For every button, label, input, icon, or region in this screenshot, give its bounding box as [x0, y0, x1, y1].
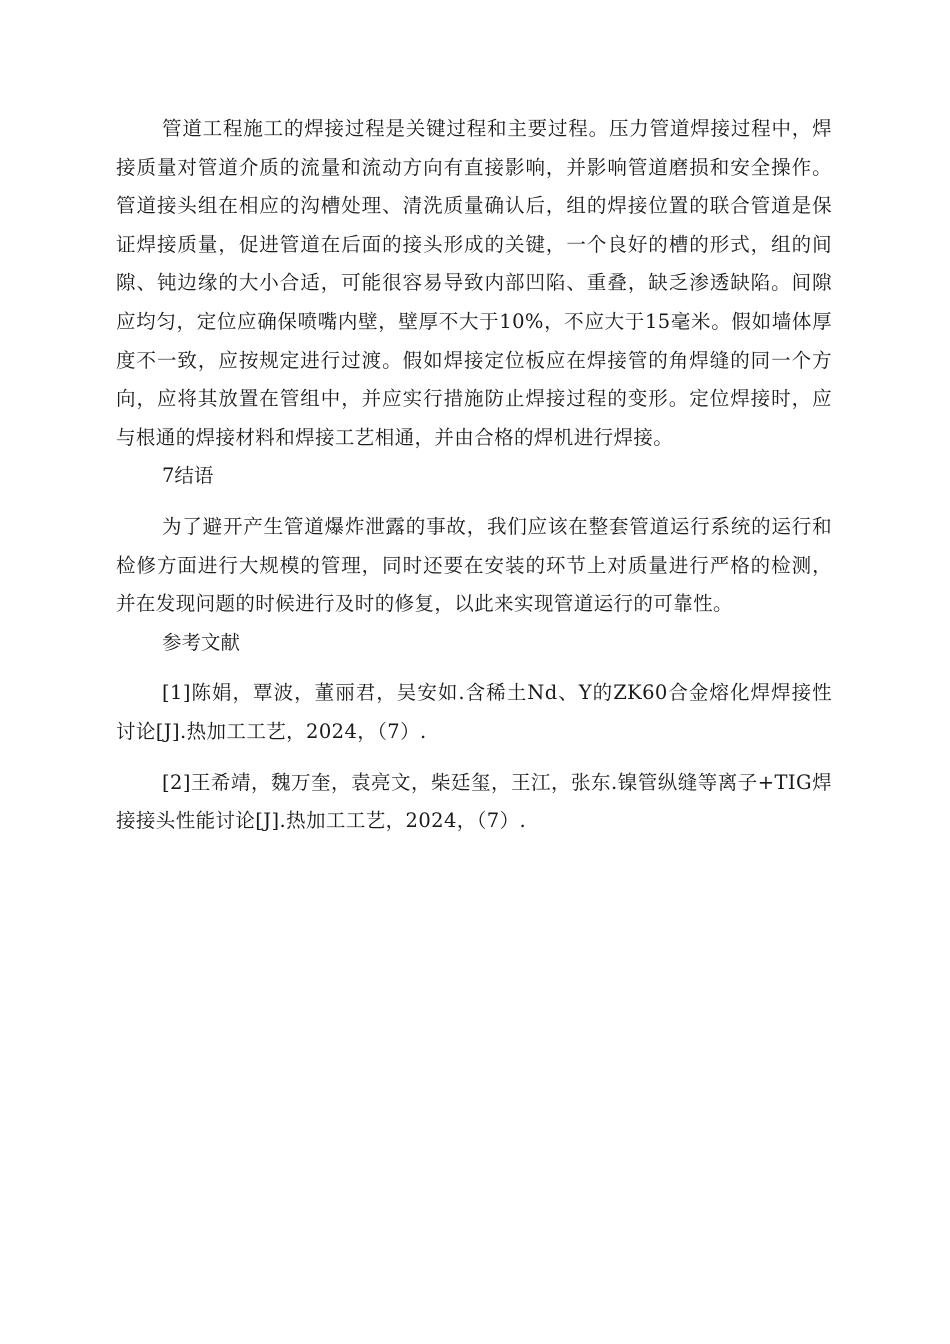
- references-heading: 参考文献: [162, 630, 241, 654]
- document-page: [116, 110, 832, 841]
- reference-item-1: [1]陈娟，覃波，董丽君，吴安如.含稀土Nd、Y的ZK60合金熔化焊焊接性讨论[J].热加工工艺，2024，（7）.: [116, 681, 832, 743]
- reference-item-2: [2]王希靖，魏万奎，袁亮文，柴廷玺，王江，张东.镍管纵缝等离子+TIG焊接接头性能讨论[J].热加工工艺，2024，（7）.: [116, 770, 832, 833]
- section-heading-conclusion: 7结语: [162, 464, 214, 488]
- paragraph-welding-process: 管道工程施工的焊接过程是关键过程和主要过程。压力管道焊接过程中，焊接质量对管道介质的流量和流动方向有直接影响，并影响管道磨损和安全操作。管道接头组在相应的沟槽处理、清洗质量确认后，组的焊接位置的联合管道是保证焊接质量，促进管道在后面的接头形成的关键，一个良好的槽的形式，组的间隙、钝边缘的大小合适，可能很容易导致内部凹陷、重叠，缺乏渗透缺陷。间隙应均匀，定位应确保喷嘴内壁，壁厚不大于10%，不应大于15毫米。假如墙体厚度不一致，应按规定进行过渡。假如焊接定位板应在焊接管的角焊缝的同一个方向，应将其放置在管组中，并应实行措施防止焊接过程的变形。定位焊接时，应与根通的焊接材料和焊接工艺相通，并由合格的焊机进行焊接。: [116, 117, 832, 449]
- paragraph-conclusion: 为了避开产生管道爆炸泄露的事故，我们应该在整套管道运行系统的运行和检修方面进行大规模的管理，同时还要在安装的环节上对质量进行严格的检测，并在发现问题的时候进行及时的修复，以此来实现管道运行的可靠性。: [116, 514, 832, 616]
